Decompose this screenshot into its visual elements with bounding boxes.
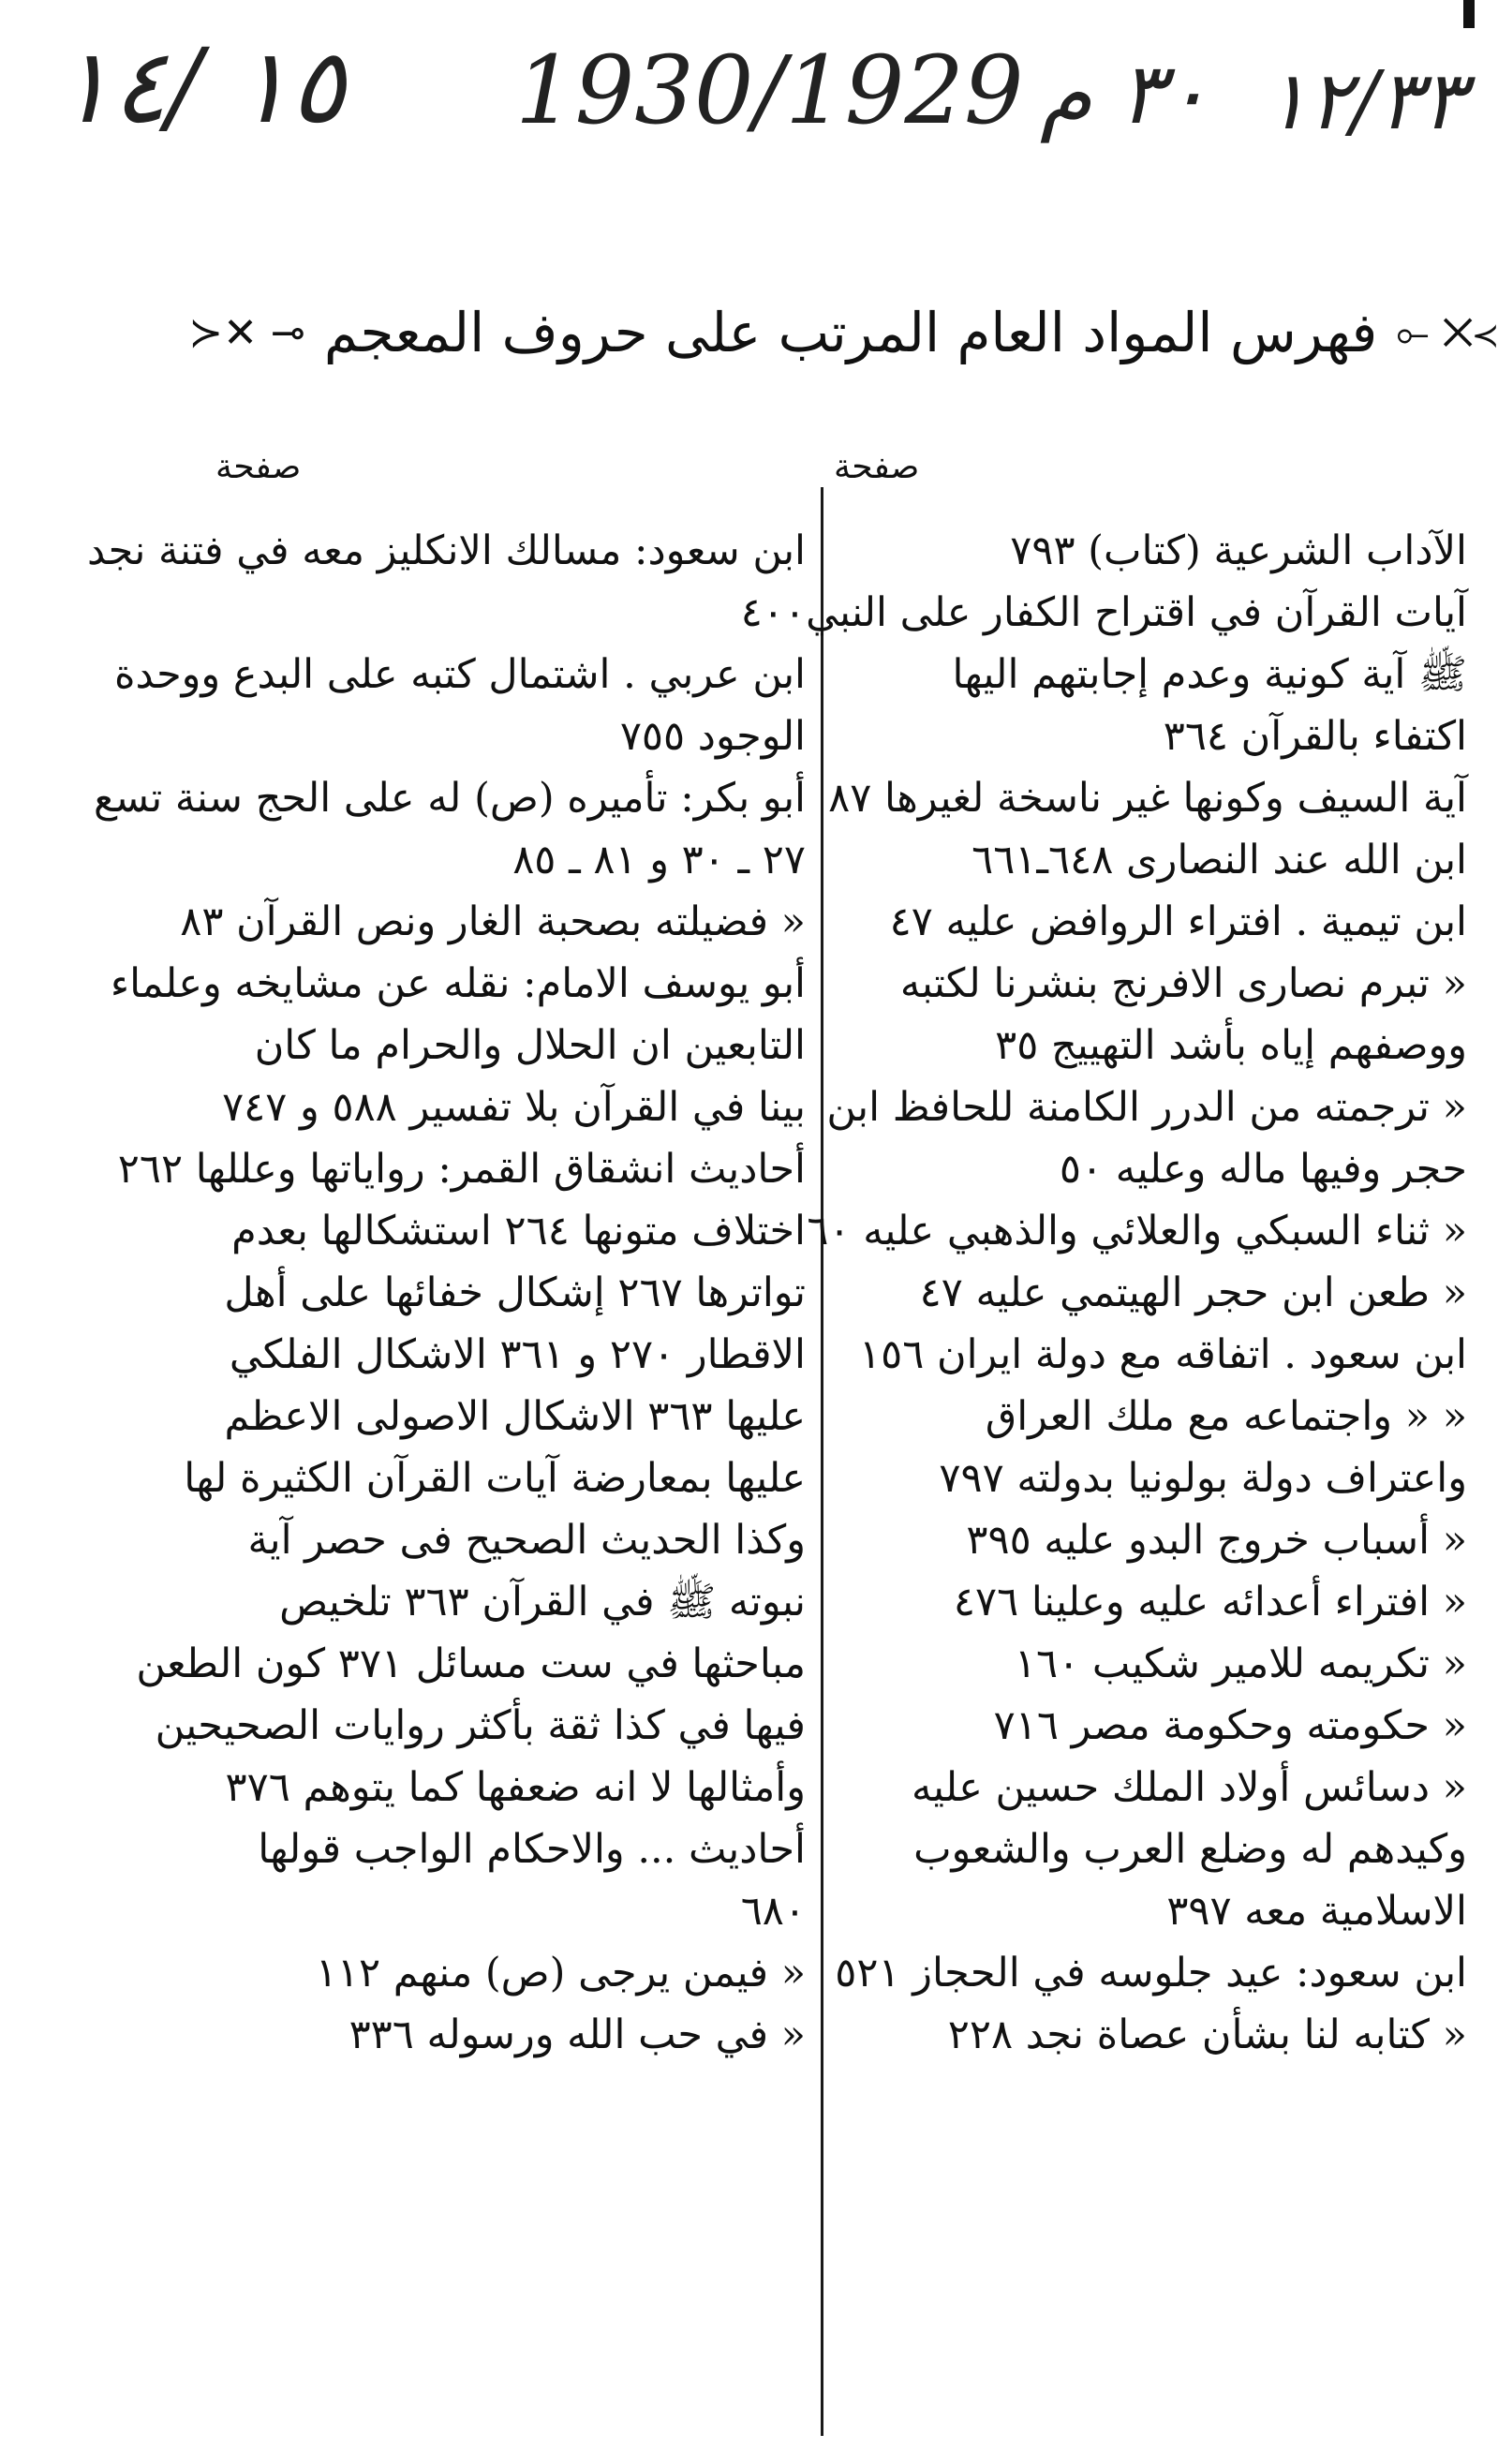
index-entry: عليها بمعارضة آيات القرآن الكثيرة لها (184, 1455, 806, 1502)
index-entry: وكذا الحديث الصحيح فى حصر آية (247, 1517, 806, 1564)
index-entry: « كتابه لنا بشأن عصاة نجد ٢٢٨ (947, 2011, 1467, 2058)
index-entry: ٦٨٠ (740, 1888, 806, 1935)
page-title: فهرس المواد العام المرتب على حروف المعجم (323, 301, 1378, 364)
index-entry: أحاديث انشقاق القمر: رواياتها وعللها ٢٦٢ (117, 1146, 806, 1193)
index-entry: ابن الله عند النصارى ٦٤٨ـ٦٦١ (971, 837, 1467, 883)
index-entry: اختلاف متونها ٢٦٤ استشكالها بعدم (231, 1208, 806, 1254)
handwritten-notes (19, 17, 1465, 176)
index-entry: ووصفهم إياه بأشد التهييج ٣٥ (995, 1022, 1467, 1069)
handwritten-note: 1930/1929 (515, 36, 1024, 145)
index-column-right (806, 520, 1475, 2066)
index-entry: الآداب الشرعية (كتاب) ٧٩٣ (1010, 527, 1467, 574)
index-entry: ٢٧ ـ ٣٠ و ٨١ ـ ٨٥ (512, 837, 806, 883)
index-entry: « فضيلته بصحبة الغار ونص القرآن ٨٣ (180, 898, 806, 945)
index-entry: « دسائس أولاد الملك حسين عليه (911, 1764, 1467, 1811)
index-entry: ابن سعود: مسالك الانكليز معه في فتنة نجد (87, 527, 806, 574)
index-entry: « في حب الله ورسوله ٣٣٦ (349, 2011, 806, 2058)
column-divider (821, 487, 823, 2436)
index-entry: اكتفاء بالقرآن ٣٦٤ (1163, 713, 1467, 760)
index-entry: « أسباب خروج البدو عليه ٣٩٥ (966, 1517, 1467, 1564)
handwritten-note: ١٢/٣٣ (1265, 54, 1465, 148)
index-entry: « فيمن يرجى (ص) منهم ١١٢ (315, 1950, 806, 1996)
page-title-row (188, 281, 1498, 384)
index-entry: وكيدهم له وضلع العرب والشعوب (913, 1826, 1467, 1873)
index-entry: أبو بكر: تأميره (ص) له على الحج سنة تسع (94, 775, 806, 822)
index-entry: عليها ٣٦٣ الاشكال الاصولى الاعظم (224, 1393, 806, 1440)
index-entry: « تبرم نصارى الافرنج بنشرنا لكتبه (899, 960, 1467, 1007)
index-entry: آية السيف وكونها غير ناسخة لغيرها ٨٧ (828, 775, 1467, 822)
handwritten-note: ٣٠ م (1040, 45, 1210, 143)
index-entry: أبو يوسف الامام: نقله عن مشايخه وعلماء (110, 960, 806, 1007)
index-entry: « طعن ابن حجر الهيتمي عليه ٤٧ (919, 1269, 1467, 1316)
index-entry: ابن تيمية . افتراء الروافض عليه ٤٧ (889, 898, 1467, 945)
index-entry: الاقطار ٢٧٠ و ٣٦١ الاشكال الفلكي (229, 1331, 806, 1378)
index-entry: « تكريمه للامير شكيب ١٦٠ (1014, 1640, 1467, 1687)
edge-mark (1463, 0, 1475, 28)
index-column-left (87, 520, 815, 2066)
index-entry: ابن عربي . اشتمال كتبه على البدع ووحدة (113, 651, 806, 698)
column-header-left: صفحة (215, 448, 302, 486)
index-entry: « « واجتماعه مع ملك العراق (985, 1393, 1467, 1440)
ornament-icon: ≻✕ ⊸ (188, 308, 305, 357)
index-entry: آيات القرآن في اقتراح الكفار على النبي (806, 589, 1467, 636)
index-entry: « حكومته وحكومة مصر ٧١٦ (993, 1702, 1467, 1749)
index-entry: « ثناء السبكي والعلائي والذهبي عليه ٦٠ (807, 1208, 1467, 1254)
index-entry: مباحثها في ست مسائل ٣٧١ كون الطعن (136, 1640, 806, 1687)
index-entry: ابن سعود: عيد جلوسه في الحجاز ٥٢١ (835, 1950, 1467, 1996)
index-entry: أحاديث ... والاحكام الواجب قولها (258, 1826, 806, 1873)
handwritten-note: ١٥ /١٤ (56, 26, 346, 146)
column-header-right: صفحة (834, 448, 920, 486)
index-entry: التابعين ان الحلال والحرام ما كان (254, 1022, 806, 1069)
index-entry: فيها في كذا ثقة بأكثر روايات الصحيحين (155, 1702, 806, 1749)
index-entry: ٤٠٠ (740, 589, 806, 636)
index-entry: نبوته ﷺ في القرآن ٣٦٣ تلخيص (279, 1579, 806, 1625)
index-entry: حجر وفيها ماله وعليه ٥٠ (1059, 1146, 1467, 1193)
index-entry: واعتراف دولة بولونيا بدولته ٧٩٧ (939, 1455, 1467, 1502)
index-entry: « افتراء أعدائه عليه وعلينا ٤٧٦ (953, 1579, 1467, 1625)
index-entry: ﷺ آية كونية وعدم إجابتهم اليها (952, 651, 1467, 698)
index-entry: الاسلامية معه ٣٩٧ (1166, 1888, 1467, 1935)
index-entry: ابن سعود . اتفاقه مع دولة ايران ١٥٦ (859, 1331, 1467, 1378)
ornament-icon: ⟜ ✕≺ (1396, 308, 1498, 357)
index-entry: « ترجمته من الدرر الكامنة للحافظ ابن (826, 1084, 1467, 1131)
index-entry: بينا في القرآن بلا تفسير ٥٨٨ و ٧٤٧ (222, 1084, 806, 1131)
index-entry: تواترها ٢٦٧ إشكال خفائها على أهل (224, 1269, 806, 1316)
index-entry: وأمثالها لا انه ضعفها كما يتوهم ٣٧٦ (225, 1764, 806, 1811)
index-entry: الوجود ٧٥٥ (619, 713, 806, 760)
